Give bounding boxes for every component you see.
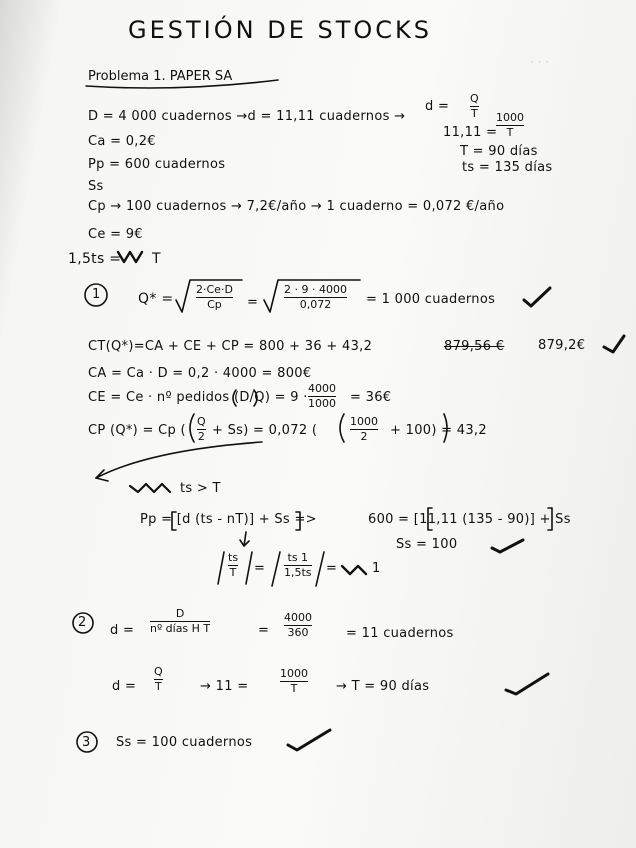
down-arrow — [240, 532, 249, 546]
cp-1000: 1000 — [350, 415, 378, 428]
check-2 — [604, 336, 624, 352]
eq-1111: 11,11 = — [443, 125, 498, 140]
part2-result: = 11 cuadernos — [346, 626, 454, 641]
sqrt-2 — [264, 280, 360, 312]
part2-frac2-num: 4000 — [284, 611, 312, 624]
part2-t: T — [154, 679, 162, 693]
part1-mark: 1 — [92, 287, 101, 302]
part2-mark: 2 — [78, 615, 87, 630]
cp-calc-b: + Ss) = 0,072 ( — [212, 423, 318, 438]
part2-1000: 1000 — [280, 667, 308, 680]
bar-3 — [272, 552, 280, 586]
struck-value: 879,56 € — [444, 339, 505, 354]
sqrt-1 — [176, 280, 242, 312]
part3-circle — [77, 732, 97, 752]
cp-line: Cp → 100 cuadernos → 7,2€/año → 1 cuaderno = 0,072 €/año — [88, 199, 505, 214]
ca-calc: CA = Ca · D = 0,2 · 4000 = 800€ — [88, 366, 312, 381]
bleed-through: · · · — [530, 55, 550, 69]
part2-circle — [73, 613, 93, 633]
check-3 — [492, 540, 523, 552]
ratio-den2: 1,5ts — [284, 565, 312, 579]
reorder-point-sub: 600 = [11,11 (135 - 90)] + Ss — [368, 512, 571, 527]
cp-paren-r2 — [444, 414, 447, 442]
ce-frac-num: 4000 — [308, 382, 336, 395]
cp-paren-l1 — [190, 414, 194, 442]
ce-line: Ce = 9€ — [88, 227, 143, 242]
q-symbol: Q — [470, 92, 479, 105]
check-1 — [524, 288, 550, 306]
sub-bracket-l — [428, 508, 432, 530]
cp-paren-l2 — [340, 414, 344, 442]
ratio-num: ts — [228, 551, 239, 564]
bar-2 — [246, 552, 252, 584]
total-cost-final: 879,2€ — [538, 338, 586, 353]
check-5 — [288, 730, 330, 750]
eoq-values-den: 0,072 — [299, 297, 332, 311]
bar-4 — [316, 552, 324, 586]
ts-135: ts = 135 días — [462, 160, 553, 175]
ce-frac-den: 1000 — [308, 396, 336, 410]
part2-mid: → 11 = — [200, 679, 249, 694]
frac-num: 1000 — [496, 111, 524, 124]
part2-frac2-den: 360 — [287, 625, 309, 639]
problem-heading: Problema 1. PAPER SA — [88, 69, 233, 84]
cp-2b: 2 — [360, 429, 368, 443]
ce-calc: CE = Ce · nº pedidos (D/Q) = 9 · — [88, 390, 308, 405]
cp-q: Q — [197, 415, 206, 428]
qstar-label: Q* = — [138, 291, 174, 307]
part2-t2: T — [290, 681, 298, 695]
part2-frac1-num: D — [175, 607, 185, 620]
eq-sign-3: = — [326, 561, 338, 576]
paren-extra — [343, 414, 346, 442]
eoq-values-num: 2 · 9 · 4000 — [284, 283, 347, 296]
ts15-line: 1,5ts = — [68, 251, 122, 267]
ts-gt-t: ts > T — [180, 481, 221, 496]
problem-underline — [86, 80, 278, 88]
eoq-result: = 1 000 cuadernos — [366, 292, 496, 307]
part2-d-b: d = — [112, 679, 137, 694]
paren-l — [233, 390, 236, 406]
page-title: GESTIÓN DE STOCKS — [128, 16, 432, 44]
t-symbol: T — [470, 106, 478, 120]
cp-calc-c: + 100) = 43,2 — [390, 423, 487, 438]
part1-circle — [85, 284, 107, 306]
sub-bracket-r — [548, 508, 552, 530]
demand-line: D = 4 000 cuadernos →d = 11,11 cuadernos → — [88, 109, 406, 124]
part2-eq: = — [258, 623, 270, 638]
ratio-result: 1 — [372, 561, 381, 576]
cp-2: 2 — [197, 429, 205, 443]
bar-1 — [218, 552, 224, 584]
pp-line: Pp = 600 cuadernos — [88, 157, 226, 172]
part2-d: d = — [110, 623, 135, 638]
curved-arrow — [96, 442, 262, 478]
pp-bracket-l — [172, 512, 176, 530]
frac-den: T — [506, 125, 514, 139]
scribble-3 — [342, 566, 366, 574]
eoq-num: 2·Ce·D — [196, 283, 233, 296]
total-cost-line: CT(Q*)=CA + CE + CP = 800 + 36 + 43,2 — [88, 339, 373, 354]
check-4 — [506, 674, 548, 694]
part3-text: Ss = 100 cuadernos — [116, 735, 253, 750]
eoq-den: Cp — [207, 297, 222, 311]
ratio-num2: ts 1 — [287, 551, 309, 564]
ce-result: = 36€ — [350, 390, 392, 405]
pp-bracket-r — [296, 512, 300, 530]
d-eq: d = — [425, 99, 450, 114]
part2-q: Q — [154, 665, 163, 678]
scribble-2 — [118, 252, 142, 262]
ss-line: Ss — [88, 179, 104, 194]
ratio-den: T — [229, 565, 237, 579]
t-90: T = 90 días — [460, 144, 538, 159]
scribble-1 — [130, 484, 170, 492]
part2-frac1-den: nº días H T — [150, 621, 211, 635]
eq-sign: = — [247, 295, 259, 310]
ca-line: Ca = 0,2€ — [88, 134, 156, 149]
paren-r — [254, 390, 257, 406]
cp-calc-a: CP (Q*) = Cp ( — [88, 423, 186, 438]
ts15-t: T — [152, 251, 161, 267]
eq-sign-2: = — [254, 561, 266, 576]
ss-result: Ss = 100 — [396, 537, 458, 552]
part3-mark: 3 — [82, 735, 91, 750]
part2-end: → T = 90 días — [336, 679, 430, 694]
reorder-point-formula: Pp = [d (ts - nT)] + Ss => — [140, 512, 317, 527]
